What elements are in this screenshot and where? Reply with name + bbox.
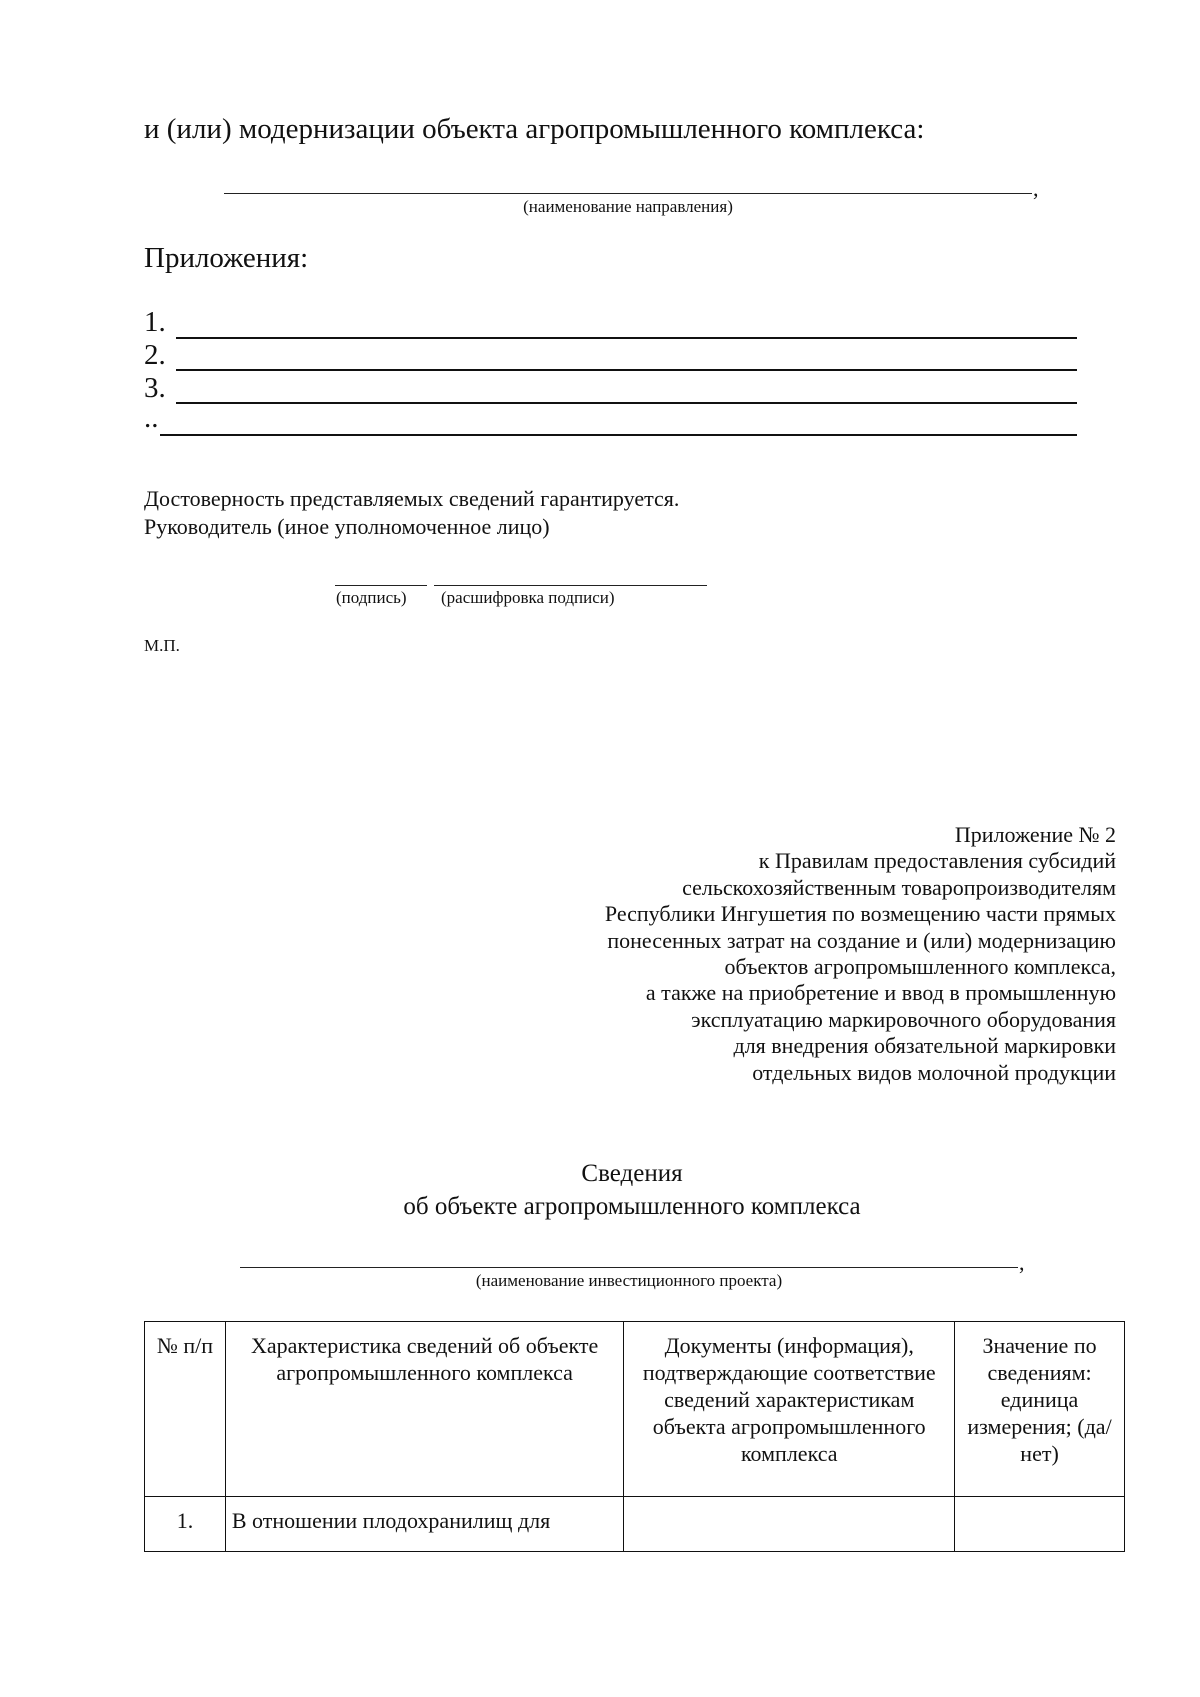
attachment-line-3 (176, 402, 1077, 404)
attachment-number-3: 3. (144, 372, 166, 404)
attachments-title: Приложения: (144, 242, 309, 274)
signature-decoding-line (434, 585, 707, 586)
attachment-line-more (160, 434, 1077, 436)
direction-name-line (224, 193, 1032, 194)
signature-line (335, 585, 427, 586)
signature-caption: (подпись) (336, 588, 407, 607)
appendix-line: к Правилам предоставления субсидий (758, 848, 1116, 874)
appendix-line: а также на приобретение и ввод в промышленную (645, 980, 1116, 1006)
info-table (144, 1321, 1125, 1552)
header-characteristic: Характеристика сведений об объекте агропромышленного комплекса (225, 1322, 624, 1497)
direction-comma: , (1033, 176, 1039, 201)
table-header-row (145, 1322, 1125, 1497)
table-row (145, 1497, 1125, 1552)
appendix-line: Приложение № 2 (954, 822, 1116, 847)
signature-decoding-caption: (расшифровка подписи) (441, 588, 615, 607)
stamp-label: М.П. (144, 636, 180, 655)
appendix-line: для внедрения обязательной маркировки (733, 1033, 1116, 1059)
attachment-line-2 (176, 369, 1077, 371)
cell-value (955, 1497, 1125, 1552)
appendix-header (516, 822, 1116, 1086)
direction-caption: (наименование направления) (523, 197, 733, 216)
section-heading-line: и (или) модернизации объекта агропромышленного комплекса: (144, 113, 925, 145)
cell-number: 1. (145, 1497, 226, 1552)
cell-documents (624, 1497, 955, 1552)
attachment-number-more: .. (144, 402, 159, 434)
appendix-line: объектов агропромышленного комплекса, (724, 954, 1116, 980)
appendix-line: сельскохозяйственным товаропроизводителям (682, 874, 1116, 900)
cell-characteristic: В отношении плодохранилищ для (225, 1497, 624, 1552)
appendix-line: Республики Ингушетия по возмещению части прямых (604, 901, 1116, 927)
header-value: Значение по сведениям: единица измерения; (да/нет) (955, 1322, 1125, 1497)
info-subtitle: об объекте агропромышленного комплекса (403, 1193, 861, 1220)
manager-label: Руководитель (иное уполномоченное лицо) (144, 514, 550, 539)
project-caption: (наименование инвестиционного проекта) (475, 1271, 783, 1290)
project-comma: , (1019, 1250, 1025, 1275)
guarantee-statement: Достоверность представляемых сведений гарантируется. (144, 486, 680, 511)
info-title: Сведения (581, 1160, 683, 1187)
appendix-line: эксплуатацию маркировочного оборудования (691, 1006, 1116, 1032)
project-name-line (240, 1267, 1018, 1268)
attachment-line-1 (176, 337, 1077, 339)
attachment-number-1: 1. (144, 306, 166, 338)
appendix-line: отдельных видов молочной продукции (752, 1059, 1116, 1085)
attachment-number-2: 2. (144, 339, 166, 371)
appendix-line: понесенных затрат на создание и (или) модернизацию (607, 927, 1116, 953)
header-number: № п/п (145, 1322, 226, 1497)
header-documents: Документы (информация), подтверждающие соответствие сведений характеристикам объекта агропромышленного комплекса (624, 1322, 955, 1497)
